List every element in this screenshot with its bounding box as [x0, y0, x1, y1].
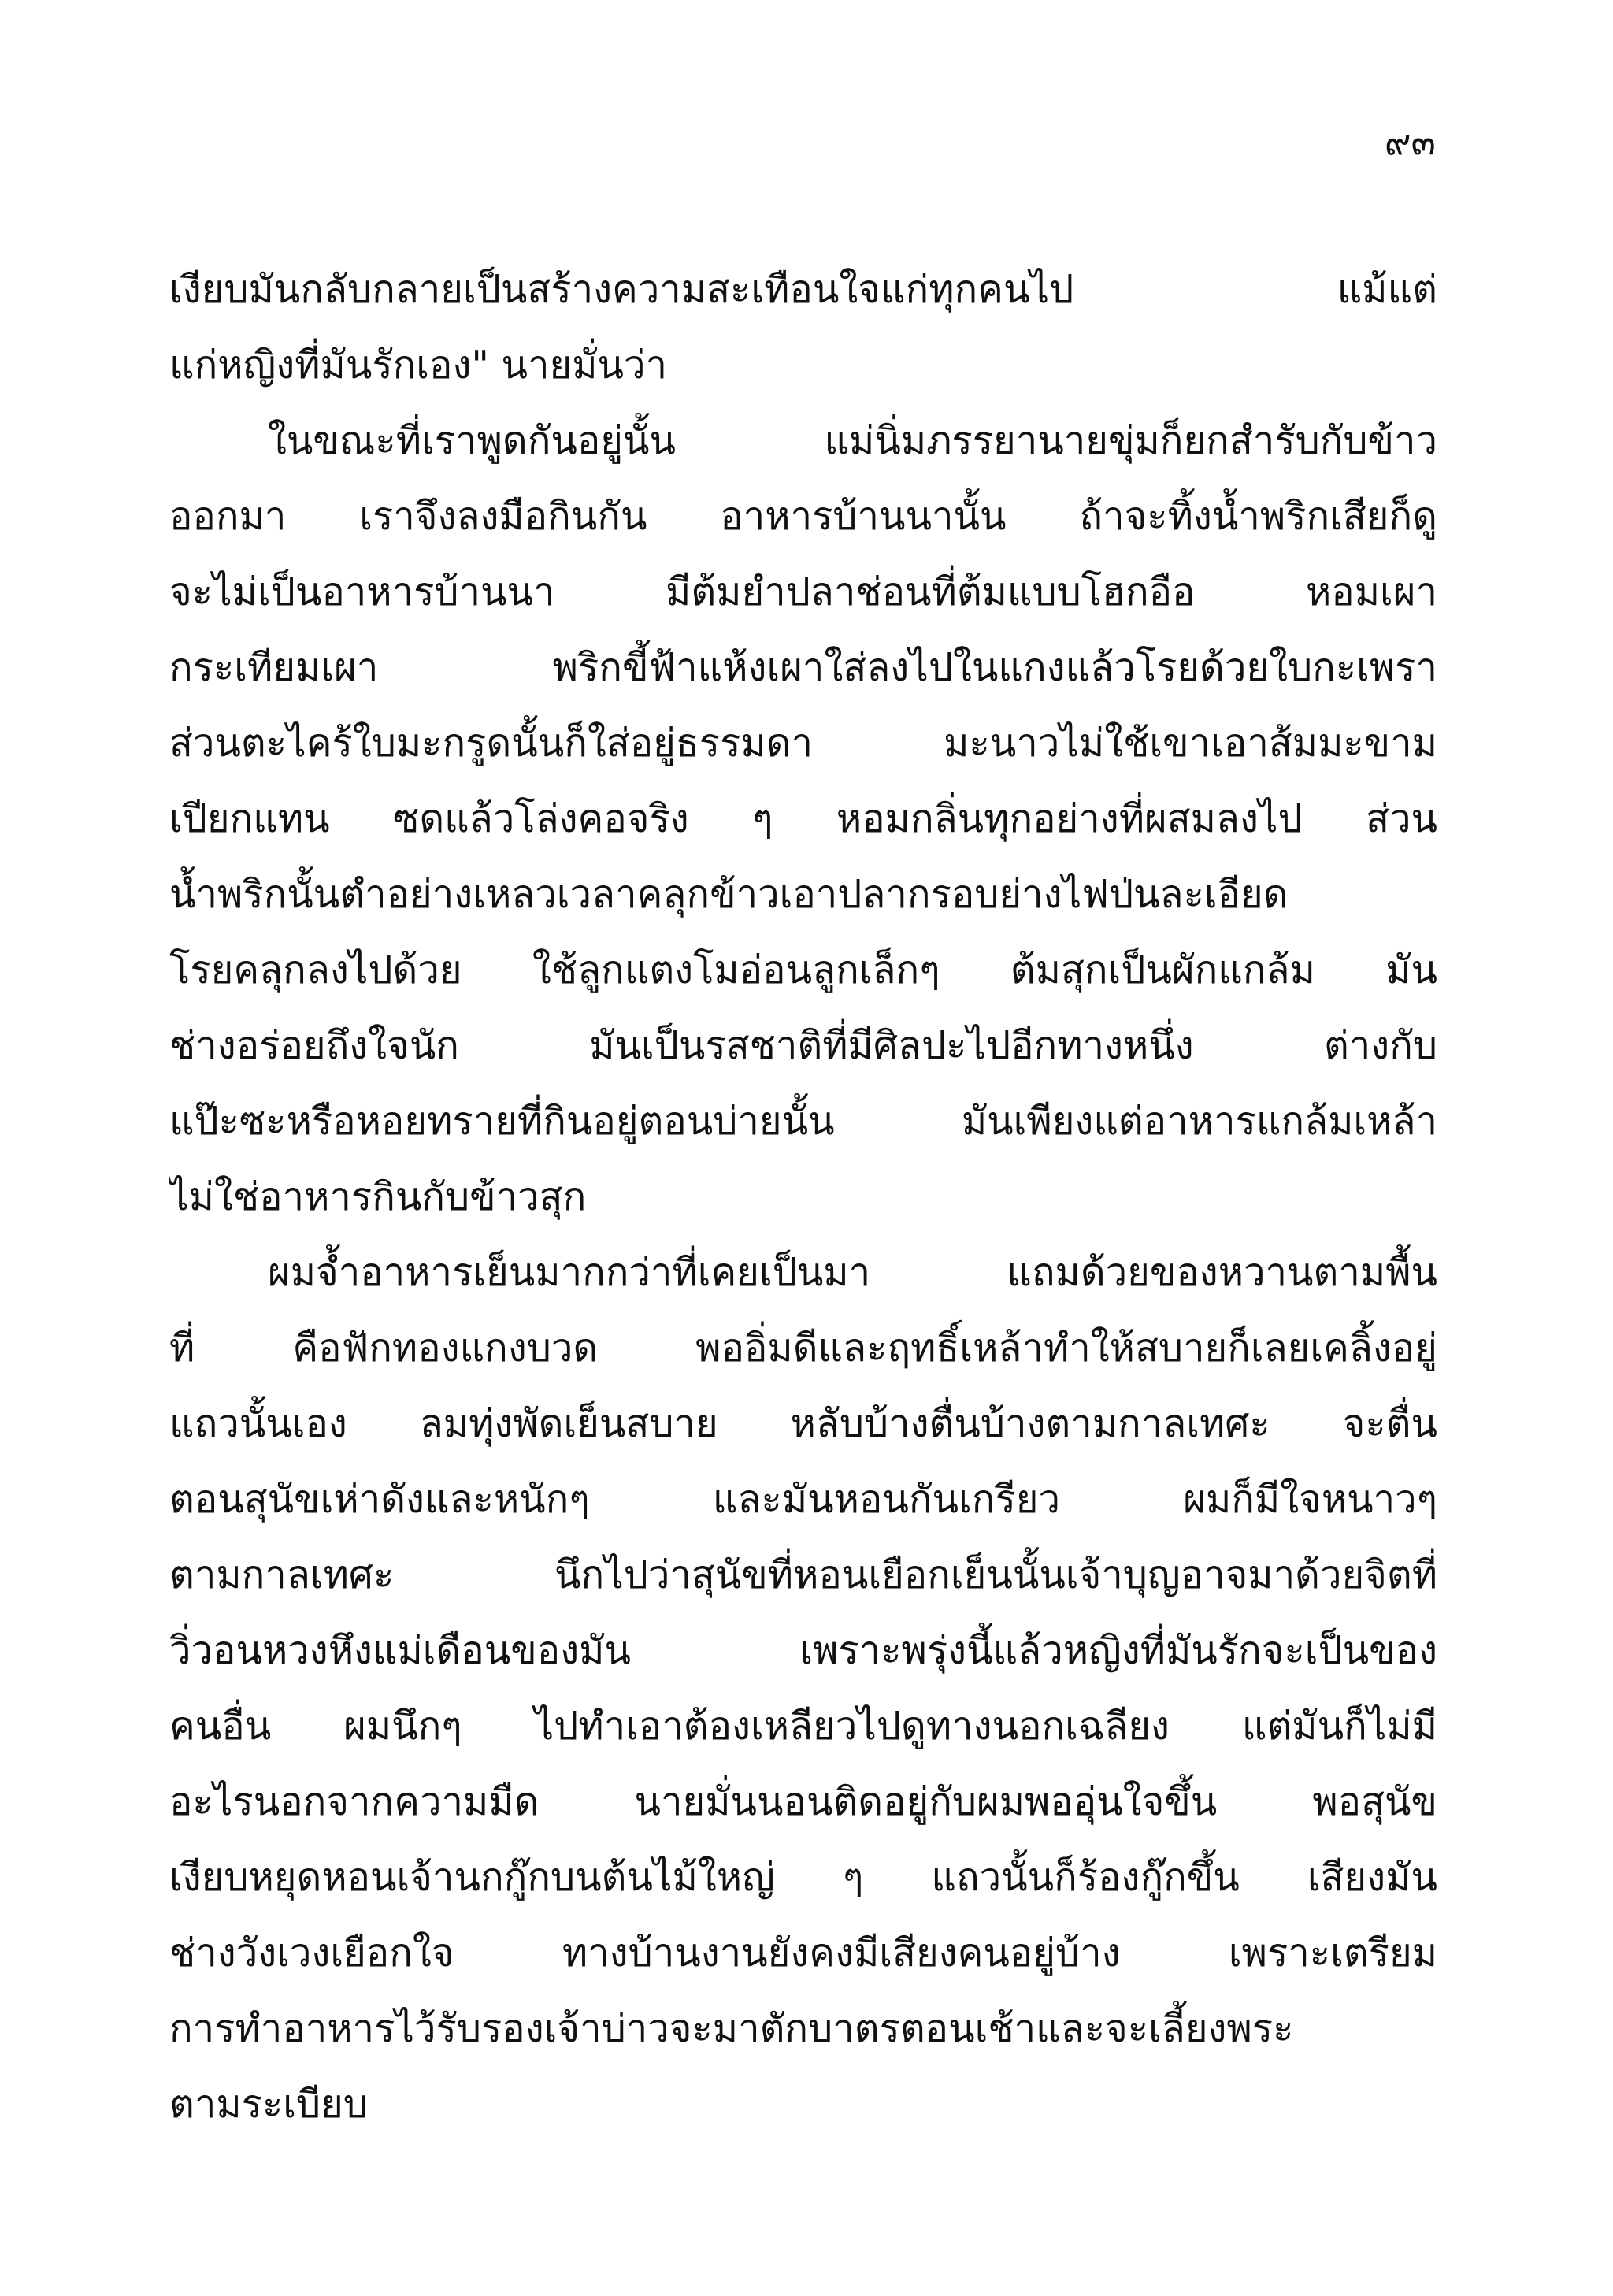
text-line: แป๊ะซะหรือหอยทรายที่กินอยู่ตอนบ่ายนั้น มันเพียงแต่อาหารแกล้มเหล้า	[169, 1099, 1437, 1144]
text-line: เงียบหยุดหอนเจ้านกกู๊กบนต้นไม้ใหญ่ ๆ แถวนั้นก็ร้องกู๊กขึ้น เสียงมัน	[169, 1855, 1437, 1900]
text-line: เปียกแทน ซดแล้วโล่งคอจริง ๆ หอมกลิ่นทุกอย่างที่ผสมลงไป ส่วน	[169, 796, 1437, 841]
page-number: ๙๓	[1384, 121, 1436, 163]
text-line: อะไรนอกจากความมืด นายมั่นนอนติดอยู่กับผมพออุ่นใจขึ้น พอสุนัข	[169, 1779, 1437, 1824]
text-line: แก่หญิงที่มันรักเอง" นายมั่นว่า	[169, 343, 668, 388]
text-line: ตอนสุนัขเห่าดังและหนักๆ และมันหอนกันเกรียว ผมก็มีใจหนาวๆ	[169, 1477, 1437, 1522]
text-line: ที่ คือฟักทองแกงบวด พออิ่มดีและฤทธิ์เหล้าทำให้สบายก็เลยเคลิ้งอยู่	[169, 1326, 1437, 1371]
text-line: การทำอาหารไว้รับรองเจ้าบ่าวจะมาตักบาตรตอนเช้าและจะเลี้ยงพระ	[169, 2006, 1294, 2051]
text-line: น้ำพริกนั้นตำอย่างเหลวเวลาคลุกข้าวเอาปลากรอบย่างไฟป่นละเอียด	[169, 872, 1289, 917]
text-line: โรยคลุกลงไปด้วย ใช้ลูกแตงโมอ่อนลูกเล็กๆ ต้มสุกเป็นผักแกล้ม มัน	[169, 948, 1437, 992]
text-line: เงียบมันกลับกลายเป็นสร้างความสะเทือนใจแก่ทุกคนไป แม้แต่	[169, 267, 1437, 312]
text-line: ช่างอร่อยถึงใจนัก มันเป็นรสชาติที่มีศิลปะไปอีกทางหนึ่ง ต่างกับ	[169, 1023, 1437, 1068]
text-line: แถวนั้นเอง ลมทุ่งพัดเย็นสบาย หลับบ้างตื่นบ้างตามกาลเทศะ จะตื่น	[169, 1401, 1437, 1446]
text-line: ออกมา เราจึงลงมือกินกัน อาหารบ้านนานั้น ถ้าจะทิ้งน้ำพริกเสียก็ดู	[169, 494, 1437, 539]
text-line: กระเทียมเผา พริกขี้ฟ้าแห้งเผาใส่ลงไปในแกงแล้วโรยด้วยใบกะเพรา	[169, 645, 1437, 690]
paragraph-first-line: ในขณะที่เราพูดกันอยู่นั้น แม่นิ่มภรรยานายขุ่มก็ยกสำรับกับข้าว	[268, 418, 1437, 463]
text-line: ส่วนตะไคร้ใบมะกรูดนั้นก็ใส่อยู่ธรรมดา มะนาวไม่ใช้เขาเอาส้มมะขาม	[169, 721, 1437, 766]
text-line: ตามกาลเทศะ นึกไปว่าสุนัขที่หอนเยือกเย็นนั้นเจ้าบุญอาจมาด้วยจิตที่	[169, 1552, 1437, 1597]
text-line: ช่างวังเวงเยือกใจ ทางบ้านงานยังคงมีเสียงคนอยู่บ้าง เพราะเตรียม	[169, 1931, 1437, 1975]
text-line: ไม่ใช่อาหารกินกับข้าวสุก	[169, 1174, 587, 1219]
text-line: คนอื่น ผมนึกๆ ไปทำเอาต้องเหลียวไปดูทางนอกเฉลียง แต่มันก็ไม่มี	[169, 1704, 1437, 1749]
text-line: ตามระเบียบ	[169, 2082, 368, 2127]
text-line: จะไม่เป็นอาหารบ้านนา มีต้มยำปลาช่อนที่ต้มแบบโฮกอือ หอมเผา	[169, 569, 1437, 614]
paragraph-first-line: ผมจ้ำอาหารเย็นมากกว่าที่เคยเป็นมา แถมด้วยของหวานตามพื้น	[268, 1250, 1437, 1295]
text-line: วิ่วอนหวงหึงแม่เดือนของมัน เพราะพรุ่งนี้แล้วหญิงที่มันรักจะเป็นของ	[169, 1628, 1437, 1673]
